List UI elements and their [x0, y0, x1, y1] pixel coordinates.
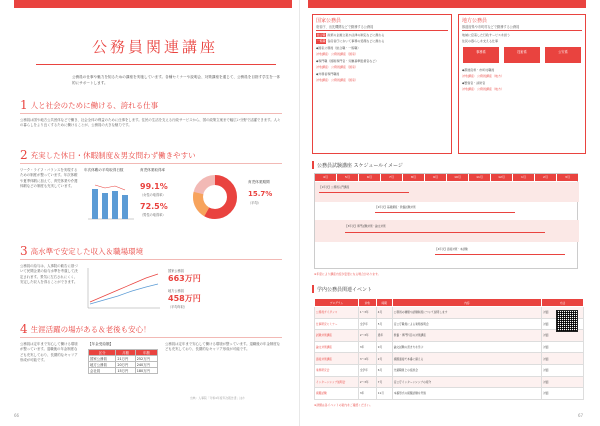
month-cell: 2月 [535, 174, 557, 181]
event-method: 対面 [542, 376, 584, 388]
schedule-heading-marker [312, 161, 314, 169]
pension-cell: 21万円 [116, 356, 135, 362]
card2-category-clerical: 事務系 [463, 47, 499, 63]
table-row [315, 318, 584, 330]
card1-tag-general: 総合職 [317, 32, 326, 37]
schedule-title: 公務員試験講座 スケジュールイメージ [317, 162, 403, 169]
events-header: 方法 [542, 299, 584, 307]
event-program: 面接対策講座 [315, 353, 359, 365]
card2-text-2: 住民の暮らしを支える仕事 [462, 39, 499, 43]
salary-value-local: 458万円 [168, 294, 201, 303]
card1-link-b[interactable]: 対象講座：公務員講座（国家） [316, 65, 359, 69]
event-program: 模擬試験 [315, 388, 359, 400]
event-time: 5月 [376, 318, 392, 330]
event-method: 対面 [542, 341, 584, 353]
event-time: 2月 [376, 353, 392, 365]
card2-text-1: 地域に密着した行政サービスを担う [462, 32, 511, 37]
event-program: 公務員ガイダンス [315, 307, 359, 319]
pension-cell: 240万円 [135, 362, 157, 368]
event-time: 通年 [376, 330, 392, 342]
event-content: 本番形式の模擬試験を実施 [392, 388, 541, 400]
table-row [89, 356, 158, 362]
right-page-number: 67 [578, 413, 584, 418]
pension-cell: 252万円 [135, 356, 157, 362]
male-rate-value: 72.5% [140, 202, 168, 211]
section-1-rule [20, 113, 282, 114]
salary-line-national [90, 274, 158, 302]
pension-header: 年額 [135, 350, 157, 356]
leave-trend-line [95, 185, 125, 190]
pension-cell: 180万円 [135, 368, 157, 374]
event-time: 9月 [376, 341, 392, 353]
card2-category-row [459, 45, 585, 67]
event-content: 論文試験の書き方を学ぶ [392, 341, 541, 353]
section-1-heading [20, 98, 158, 112]
event-target: 3〜4年 [358, 353, 376, 365]
table-row [315, 388, 584, 400]
pension-cell: 地方公務員 [89, 362, 116, 368]
table-row [315, 376, 584, 388]
card2-link-a[interactable]: 対象講座：公務員講座（地方） [462, 74, 505, 78]
card1-title: 国家公務員 [316, 18, 342, 24]
table-row [315, 330, 584, 342]
qr-code-icon[interactable] [556, 310, 578, 332]
pension-table [88, 349, 158, 374]
donut-title: 育児休業期間 [248, 180, 270, 184]
event-target: 全学年 [358, 318, 376, 330]
card2-subtitle: 都道府県や市町村などで勤務する公務員 [462, 25, 520, 29]
section-2-rule [20, 163, 282, 164]
event-target: 1〜3年 [358, 307, 376, 319]
events-heading [312, 285, 372, 293]
month-cell: 12月 [491, 174, 513, 181]
card2-item-a: ◆都道府県・市町村職員 [462, 67, 495, 72]
month-cell: 11月 [469, 174, 491, 181]
card2-category-public-safety: 公安系 [545, 47, 581, 63]
pension-cell: 国家公務員 [89, 356, 116, 362]
section-2-heading [20, 148, 196, 162]
donut-sub: （平均） [248, 201, 261, 205]
salary-value-national: 663万円 [168, 274, 201, 283]
event-target: 3年 [358, 388, 376, 400]
pension-note-text: 公務員は定年まで安心して働ける環境が整っています。退職後の年金制度なども充実しており、長期的なキャリア形成が可能です。 [165, 342, 281, 352]
schedule-note-1: 【1年次】公務員入門講座 [319, 186, 350, 189]
card1-text-2: 各府省庁において事務の処理などに携わる [327, 39, 385, 43]
card1-tag-regular: 一般職 [317, 39, 326, 43]
section-2-title: 充実した休日・休暇制度＆男女問わず働きやすい [30, 150, 196, 160]
schedule-note-3: 【3年次】専門試験対策・論文対策 [345, 225, 386, 228]
month-cell: 5月 [337, 174, 359, 181]
event-program: 論文対策講座 [315, 341, 359, 353]
pension-cell: 15万円 [116, 368, 135, 374]
childcare-chart-title: 育児休業取得率 [140, 168, 166, 172]
leave-chart-title: 年次休暇の平均取得日数 [84, 168, 124, 172]
left-source-note: 出典：人事院「令和4年度年次報告書」ほか [190, 396, 245, 400]
event-target: 2〜3年 [358, 330, 376, 342]
page-title: 公務員関連講座 [92, 38, 219, 56]
event-method: 対面 [542, 364, 584, 376]
title-rule [36, 64, 276, 65]
section-3-heading [20, 244, 143, 258]
event-method: 対面 [542, 353, 584, 365]
event-program: インターンシップ説明会 [315, 376, 359, 388]
events-header: 時期 [376, 299, 392, 307]
leave-bar [112, 191, 118, 219]
month-cell: 1月 [513, 174, 535, 181]
pension-cell: 会社員 [89, 368, 116, 374]
card1-item-b: ◆専門職（国税専門官・労働基準監督官など） [316, 58, 379, 63]
card2-title: 地方公務員 [462, 18, 488, 24]
section-4-body: 公務員は定年まで安心して働ける環境が整っています。退職後の年金制度なども充実しており、長期的なキャリア形成が可能です。 [20, 342, 78, 362]
card2-divider [462, 30, 582, 31]
card1-link-a[interactable]: 対象講座：公務員講座（国家） [316, 52, 359, 56]
event-method: 対面 [542, 318, 584, 330]
event-method: 対面 [542, 307, 584, 319]
card1-link-c[interactable]: 対象講座：公務員講座（国家） [316, 78, 359, 82]
pension-header: 月額 [116, 350, 135, 356]
section-1-body: 公務員は国や地方公共団体などで働き、社会全体の利益のために仕事をします。住民の生活を支える行政サービスから、国の政策立案まで幅広い分野で活躍できます。人々の暮らしをより良くするために働けることが、公務員の大きな魅力です。 [20, 118, 281, 128]
event-method: 対面 [542, 330, 584, 342]
section-2-body: ワーク・ライフ・バランスを実現するための制度が整っています。年次休暇や夏季休暇に加えて、育児休業や介護休暇などの制度も充実しています。 [20, 168, 78, 188]
schedule-heading [312, 161, 403, 169]
section-4-number: 4 [20, 322, 28, 336]
event-program: 試験対策講座 [315, 330, 359, 342]
national-civil-servant-card [312, 14, 452, 154]
events-title: 学内公務員関連イベント [317, 286, 373, 293]
schedule-arrow [375, 212, 515, 213]
salary-line-chart [84, 264, 164, 314]
male-rate-caption: （男性の取得率） [140, 213, 166, 217]
schedule-table [314, 173, 578, 269]
leave-bar-chart [84, 175, 136, 225]
section-3-title: 高水準で安定した収入＆職場環境 [30, 246, 144, 256]
schedule-arrow [345, 232, 545, 233]
donut-value: 15.7% [248, 190, 273, 198]
salary-label-national: 国家公務員 [168, 269, 184, 273]
section-3-body: 公務員の給与は、人事院の勧告に基づいて民間企業の給与水準を考慮して決定されます。景気に左右されにくく、安定した収入を得ることができます。 [20, 264, 78, 284]
event-content: 模擬面接で本番に備える [392, 353, 541, 365]
month-cell: 6月 [359, 174, 381, 181]
salary-line-local [90, 284, 158, 304]
section-4-rule [20, 337, 282, 338]
events-heading-marker [312, 285, 314, 293]
card1-subtitle: 府省庁、出先機関などで勤務する公務員 [316, 25, 374, 29]
leave-bar [122, 195, 128, 219]
leave-bar [102, 193, 108, 219]
card1-item-c: ◆外務省専門職員 [316, 71, 340, 76]
section-1-title: 人と社会のために働ける、誇れる仕事 [30, 100, 159, 110]
section-1-number: 1 [20, 98, 28, 112]
events-header: 対象 [358, 299, 376, 307]
month-cell: 8月 [403, 174, 425, 181]
schedule-note-4: 【4年次】面接対策・本試験 [435, 248, 468, 251]
female-rate-caption: （女性の取得率） [140, 193, 166, 197]
card2-item-b: ◆警察官・消防官 [462, 80, 486, 85]
event-target: 3年 [358, 341, 376, 353]
month-cell: 7月 [381, 174, 403, 181]
table-row [315, 364, 584, 376]
event-program: 仕事研究セミナー [315, 318, 359, 330]
event-time: 7月 [376, 376, 392, 388]
schedule-footnote: ※年度により講座内容が変更になる場合があります。 [314, 272, 381, 276]
salary-label-local: 地方公務員 [168, 289, 184, 293]
card1-item-a: ◆国家公務員（総合職・一般職） [316, 45, 361, 50]
table-row [315, 353, 584, 365]
schedule-note-2: 【2年次】基礎講座・教養試験対策 [375, 206, 416, 209]
schedule-arrow [319, 192, 409, 193]
card2-category-technical: 技術系 [504, 47, 540, 63]
card1-text-1: 政策の企画立案や法律の制定などに携わる [327, 32, 385, 37]
month-cell: 9月 [425, 174, 447, 181]
event-time: 4月 [376, 307, 392, 319]
section-4-title: 生涯活躍の場がある＆老後も安心！ [30, 324, 151, 334]
event-program: 業界研究会 [315, 364, 359, 376]
event-time: 6月 [376, 364, 392, 376]
event-content: 官公庁職員による業務説明会 [392, 318, 541, 330]
schedule-arrow [435, 254, 565, 255]
card2-link-b[interactable]: 対象講座：公務員講座（地方） [462, 87, 505, 91]
event-content: 官公庁インターンシップの紹介 [392, 376, 541, 388]
table-row [315, 307, 584, 319]
card1-divider [316, 30, 448, 31]
intro-text: 公務員の仕事や魅力を知るための講座を実施しています。各種セミナーや説明会、対策講座を通じて、公務員を目指す学生を一体的にサポートします。 [72, 75, 281, 85]
local-civil-servant-card [458, 14, 586, 154]
pension-cell: 20万円 [116, 362, 135, 368]
right-header-bar [308, 0, 586, 8]
table-row [315, 341, 584, 353]
event-content: 先輩職員との座談会 [392, 364, 541, 376]
event-time: 11月 [376, 388, 392, 400]
event-method: 対面 [542, 388, 584, 400]
left-header-bar [14, 0, 292, 8]
event-target: 全学年 [358, 364, 376, 376]
pension-header: 区分 [89, 350, 116, 356]
female-rate-value: 99.1% [140, 182, 168, 191]
month-cell: 4月 [315, 174, 337, 181]
event-content: 教養・専門科目の対策講座 [392, 330, 541, 342]
event-content: 公務員の種類や試験制度について説明します [392, 307, 541, 319]
pension-table-title: 【年金受給額】 [88, 342, 114, 346]
event-target: 2〜3年 [358, 376, 376, 388]
month-cell: 3月 [557, 174, 579, 181]
events-table [314, 298, 584, 400]
events-header: プログラム [315, 299, 359, 307]
events-header: 内容 [392, 299, 541, 307]
month-cell: 10月 [447, 174, 469, 181]
table-row [89, 368, 158, 374]
section-3-number: 3 [20, 244, 28, 258]
childcare-period-donut [190, 172, 240, 222]
section-2-number: 2 [20, 148, 28, 162]
leave-bar [92, 189, 98, 219]
events-footnote: ※詳細は各イベントの案内をご確認ください。 [314, 403, 373, 407]
salary-caption: （平均年収） [168, 305, 188, 309]
section-3-rule [20, 259, 282, 260]
left-page-number: 66 [14, 413, 20, 418]
section-4-heading [20, 322, 151, 336]
table-row [89, 362, 158, 368]
